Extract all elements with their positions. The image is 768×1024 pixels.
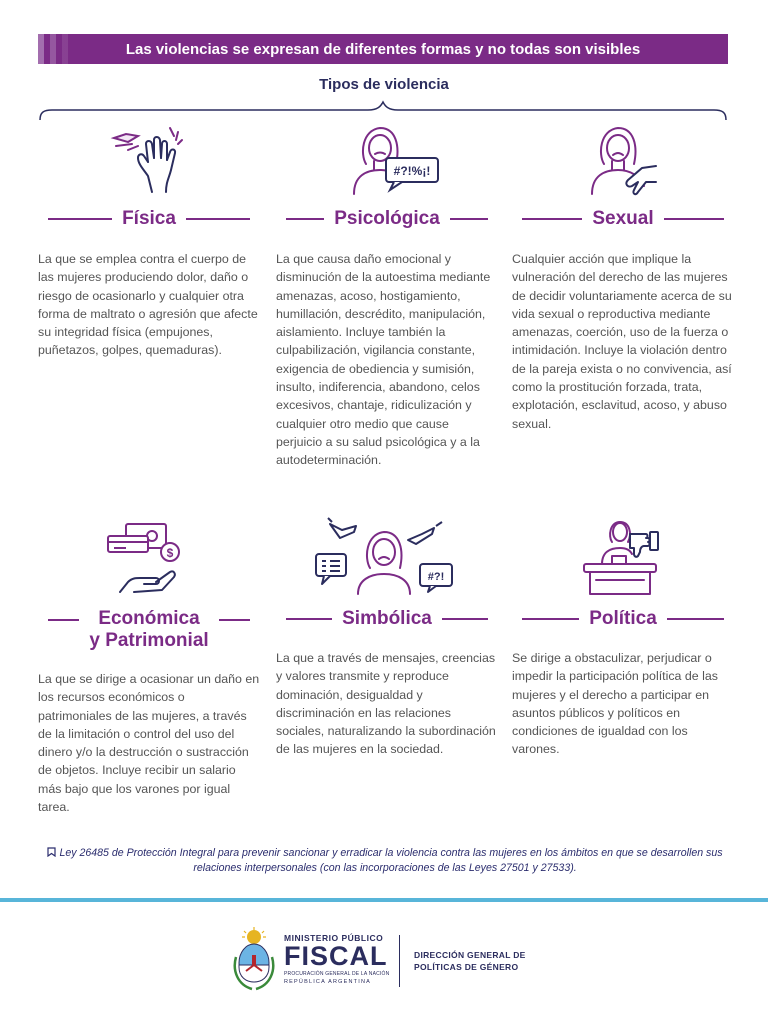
dependency-line1: DIRECCIÓN GENERAL DE (414, 950, 526, 960)
description-sexual: Cualquier acción que implique la vulneración del derecho de las mujeres de decidir voluntariamente acerca de su vida sexual o reproductiva mediante amenazas, coerción, uso de la fuerza o intimidación. Incluye la violación dentro de la pareja exista o no convivencia, así como la prostitución forzada, trata, explotación, esclavitud, acoso, y abuso sexual. (512, 252, 732, 431)
woman-podium-thumbs-down-icon (582, 518, 662, 598)
logo-top-text: MINISTERIO PÚBLICO (284, 933, 384, 943)
category-title: Política (589, 608, 657, 629)
dependency-line2: POLÍTICAS DE GÉNERO (414, 962, 519, 972)
category-heading-sexual (512, 208, 734, 230)
category-title (89, 608, 208, 652)
heading-rule (667, 618, 724, 620)
coat-of-arms-icon (230, 927, 278, 991)
woman-groped-icon (588, 124, 660, 198)
woman-media-icon (312, 516, 458, 596)
category-heading-politica (512, 608, 734, 630)
logo-subtext-2: REPÚBLICA ARGENTINA (284, 979, 371, 985)
heading-rule (286, 218, 324, 220)
description-simbolica: La que a través de mensajes, creencias y valores transmite y reproduce dominación, desigualdad y discriminación en las relaciones sociales, naturalizando la subordinación de las mujeres en la sociedad. (276, 651, 496, 757)
heading-rule (286, 618, 332, 620)
category-heading-psicologica (276, 208, 498, 230)
money-hand-icon (104, 520, 188, 596)
category-title: Física (122, 208, 176, 229)
heading-rule (522, 618, 579, 620)
category-heading-simbolica (276, 608, 498, 630)
footer-rule (0, 898, 768, 902)
logo-subtext-1: PROCURACIÓN GENERAL DE LA NACIÓN (284, 971, 390, 977)
description-economica: La que se dirige a ocasionar un daño en los recursos económicos o patrimoniales de las mujeres, a través de la limitación o control del uso del dinero y/o la destrucción o sustracción de objetos. Incluye recibir un salario más bajo que los varones por igual tarea. (38, 672, 260, 815)
media-bubble-text: #?! (427, 571, 445, 583)
category-title: Sexual (592, 208, 654, 229)
institution-logo (228, 925, 548, 993)
brace-divider (38, 100, 728, 122)
heading-rule (48, 619, 79, 621)
logo-name: FISCAL (284, 941, 388, 971)
description-politica: Se dirige a obstaculizar, perjudicar o impedir la participación política de las mujeres y el derecho a participar en asuntos públicos y políticos en condiciones de igualdad con los varones. (512, 651, 718, 757)
heading-rule (186, 218, 250, 220)
bookmark-icon (47, 847, 56, 857)
category-title-line1: Económica (98, 608, 200, 629)
legal-footnote (40, 846, 730, 876)
header-banner (38, 34, 728, 64)
hand-slap-icon (108, 124, 186, 196)
heading-rule (219, 619, 250, 621)
svg-text:$: $ (166, 546, 174, 560)
heading-rule (664, 218, 724, 220)
logo-divider (399, 935, 400, 987)
category-heading-economica (38, 608, 260, 652)
heading-rule (442, 618, 488, 620)
banner-stripe-decoration (38, 34, 74, 64)
heading-rule (48, 218, 112, 220)
category-heading-fisica (38, 208, 260, 230)
section-subtitle: Tipos de violencia (319, 76, 449, 93)
insult-bubble-text: #?!%¡! (393, 164, 431, 178)
dependency-name (414, 949, 526, 973)
category-title-line2: y Patrimonial (89, 630, 209, 651)
description-psicologica: La que causa daño emocional y disminución de la autoestima mediante amenazas, acoso, hostigamiento, humillación, descrédito, manipulación, aislamiento. Incluye también la culpabilización, vigilancia constante, exigencia de obediencia y sumisión, insulto, indiferencia, abandono, celos excesivos, chantaje, ridiculización y cualquier otro medio que cause perjuicio a su salud psicológica y a la autodeterminación. (276, 252, 491, 468)
woman-insult-icon (350, 124, 440, 198)
category-title: Psicológica (334, 208, 440, 229)
heading-rule (450, 218, 488, 220)
description-fisica: La que se emplea contra el cuerpo de las mujeres produciendo dolor, daño o riesgo de ocasionarlo y cualquier otra forma de maltrato o agresión que afecte su integridad física (empujones, puñetazos, golpes, quemaduras). (38, 252, 258, 358)
banner-title: Las violencias se expresan de diferentes formas y no todas son visibles (125, 40, 641, 58)
heading-rule (522, 218, 582, 220)
category-title: Simbólica (342, 608, 432, 629)
footnote-text: Ley 26485 de Protección Integral para prevenir sancionar y erradicar la violencia contra las mujeres en los ámbitos en que se desarrollen sus relaciones interpersonales (con las incorporaciones de las Leyes 27501 y 27533). (59, 847, 723, 874)
